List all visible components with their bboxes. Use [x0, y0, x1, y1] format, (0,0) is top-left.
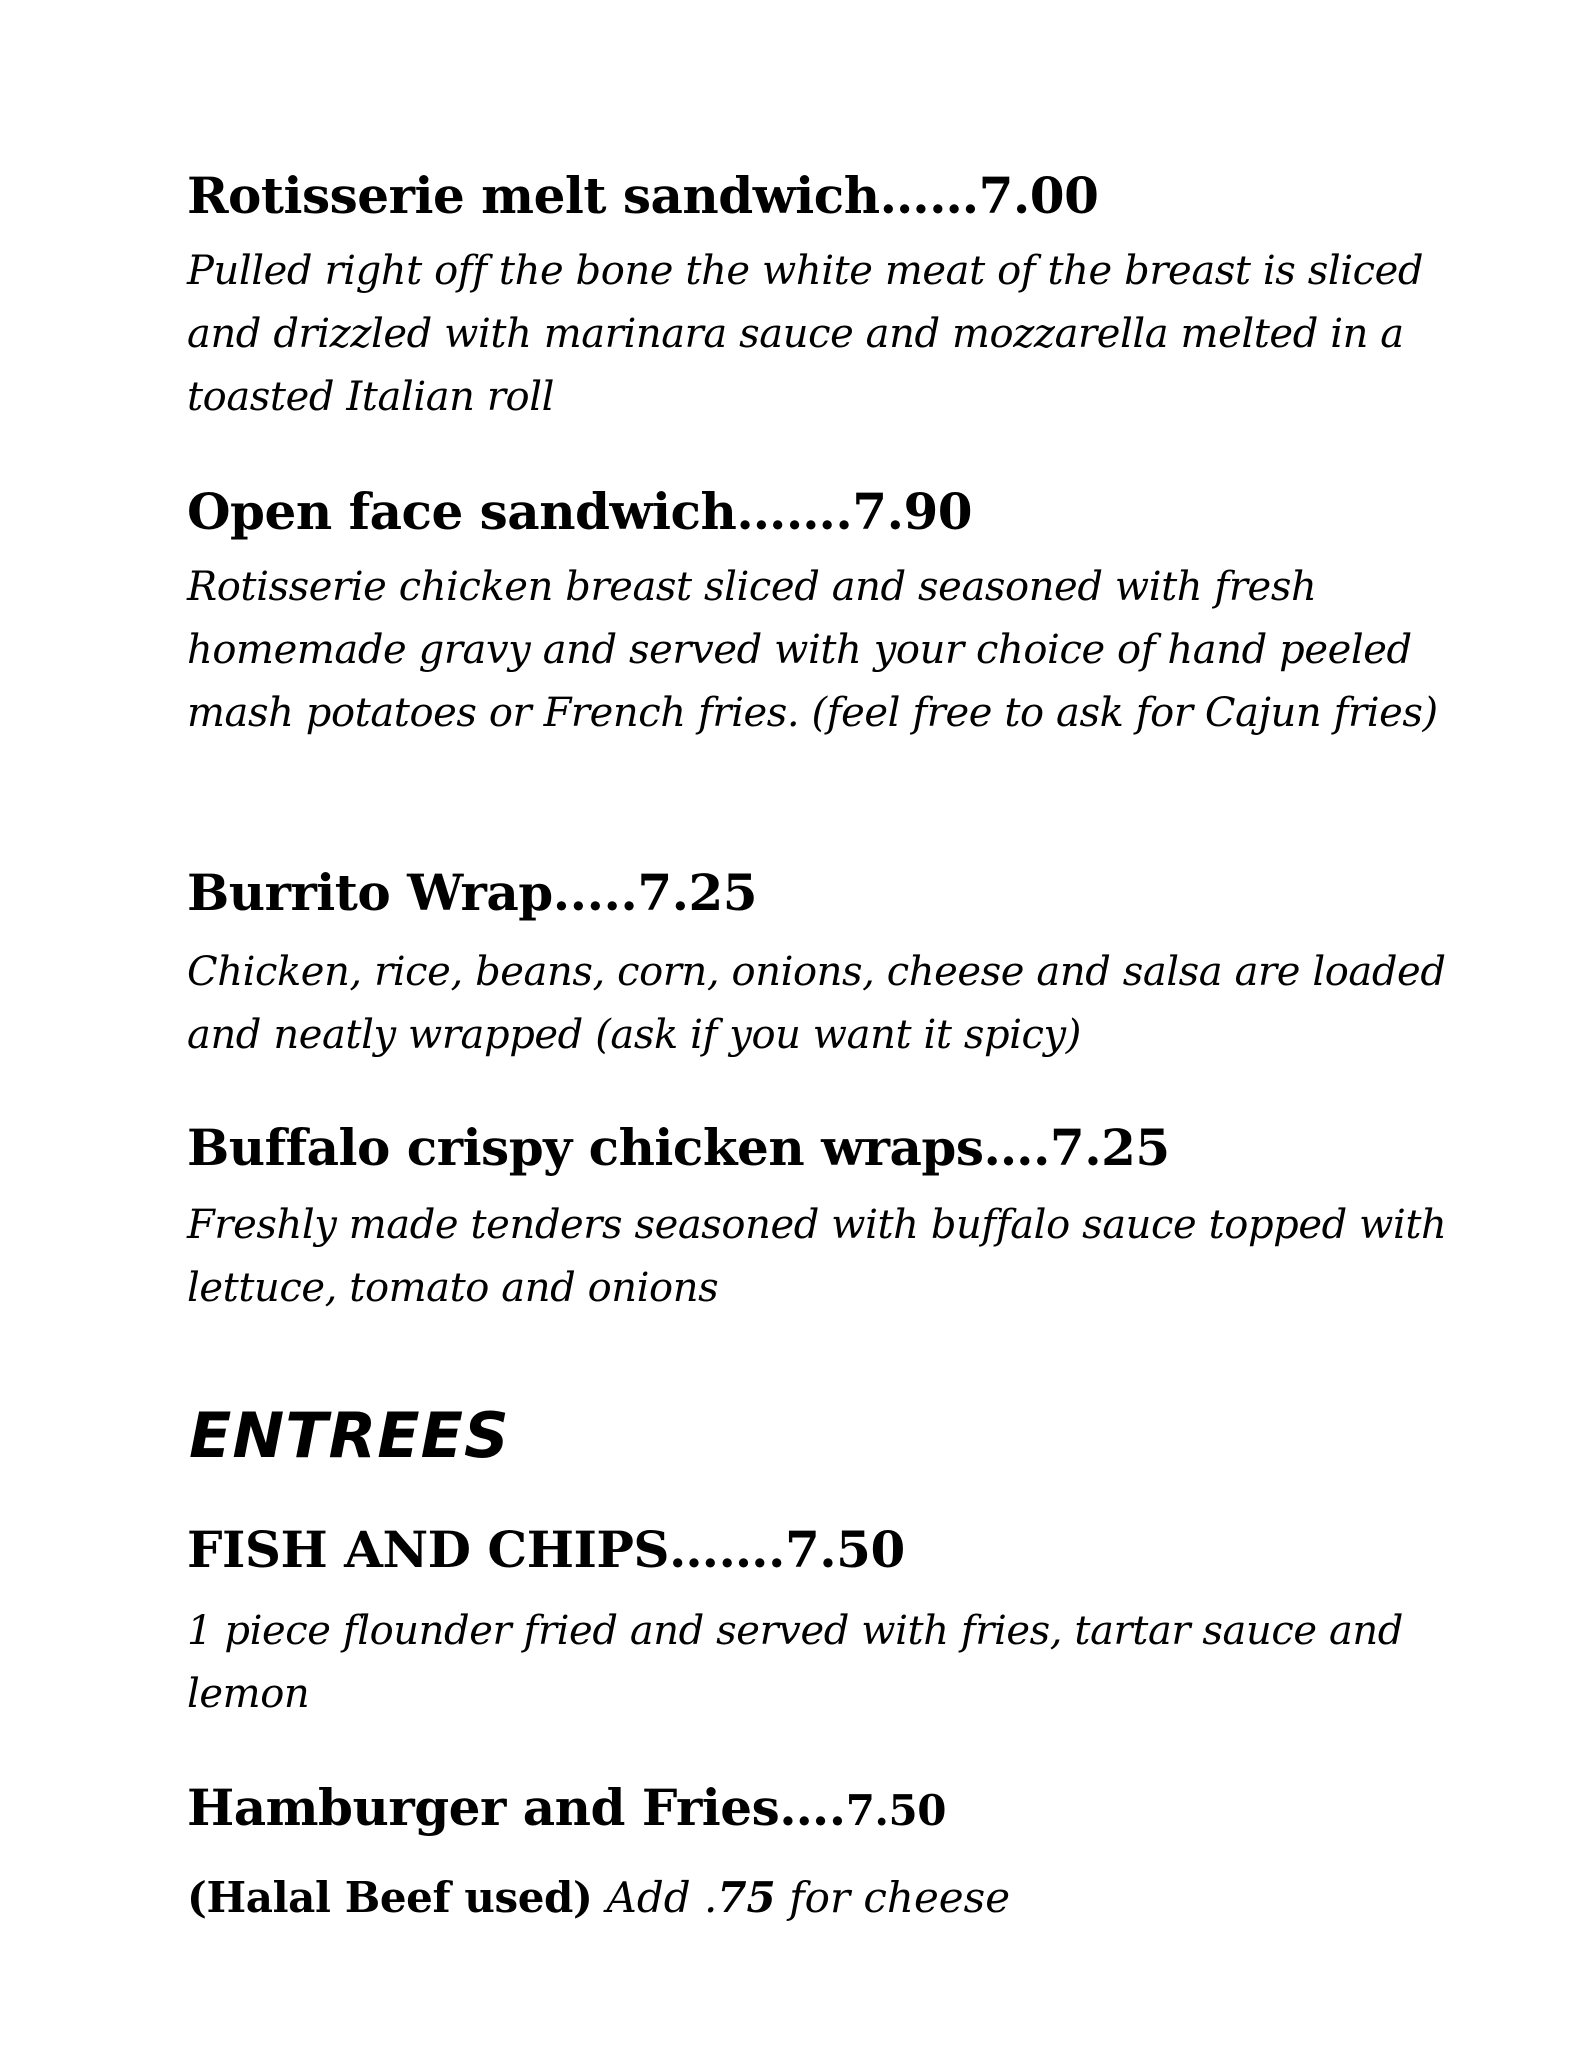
item-price: 7.25 [1049, 1118, 1170, 1177]
item-dots: ..... [552, 863, 638, 922]
item-name: Hamburger and Fries [187, 1778, 780, 1837]
item-dots: ……. [669, 1520, 785, 1579]
cheese-addon-prefix: Add . [606, 1873, 718, 1922]
item-description: Rotisserie chicken breast sliced and seasoned with fresh homemade gravy and served with your choice of hand peeled mash potatoes or French fries. (feel free to ask for Cajun fries) [187, 564, 1438, 736]
item-dots: ……. [736, 482, 853, 541]
item-description: 1 piece flounder fried and served with fries, tartar sauce and lemon [187, 1608, 1403, 1717]
section-heading-entrees: ENTREES [189, 1399, 510, 1472]
item-title [187, 166, 1447, 226]
cheese-addon-note [607, 1873, 1011, 1922]
item-price: 7.25 [637, 863, 758, 922]
menu-item-buffalo-wraps [187, 1118, 1447, 1320]
menu-item-burrito-wrap [187, 863, 1447, 1067]
item-price: 7.00 [978, 166, 1099, 225]
item-title [187, 482, 1447, 542]
cheese-addon-price: 75 [717, 1873, 776, 1922]
item-name: Burrito Wrap [187, 863, 553, 922]
menu-item-fish-and-chips [187, 1520, 1447, 1726]
item-price: 7.50 [845, 1786, 946, 1835]
item-title [187, 1118, 1447, 1178]
item-title [187, 1520, 1447, 1580]
item-description: Chicken, rice, beans, corn, onions, cheese and salsa are loaded and neatly wrapped (ask if you want it spicy) [187, 949, 1446, 1058]
hamburger-note [187, 1868, 1010, 1928]
item-name: Open face sandwich [187, 482, 737, 541]
item-dots: …. [983, 1118, 1050, 1177]
item-title [187, 863, 1447, 923]
item-price: 7.90 [852, 482, 973, 541]
item-dots: …. [779, 1778, 846, 1837]
item-name: FISH AND CHIPS [187, 1520, 670, 1579]
halal-note: (Halal Beef used) [187, 1873, 593, 1922]
item-name: Buffalo crispy chicken wraps [187, 1118, 984, 1177]
item-title [187, 1778, 1447, 1841]
item-name: Rotisserie melt sandwich [187, 166, 880, 225]
item-price: 7.50 [784, 1520, 905, 1579]
item-dots: …… [879, 166, 979, 225]
menu-item-hamburger-and-fries [187, 1778, 1447, 1841]
menu-item-rotisserie-melt [187, 166, 1447, 429]
item-description: Pulled right off the bone the white meat of the breast is sliced and drizzled with marinara sauce and mozzarella melted in a toasted Italian roll [187, 248, 1424, 420]
cheese-addon-suffix: for cheese [775, 1873, 1011, 1922]
item-description: Freshly made tenders seasoned with buffalo sauce topped with lettuce, tomato and onions [187, 1202, 1447, 1311]
menu-item-open-face [187, 482, 1447, 745]
